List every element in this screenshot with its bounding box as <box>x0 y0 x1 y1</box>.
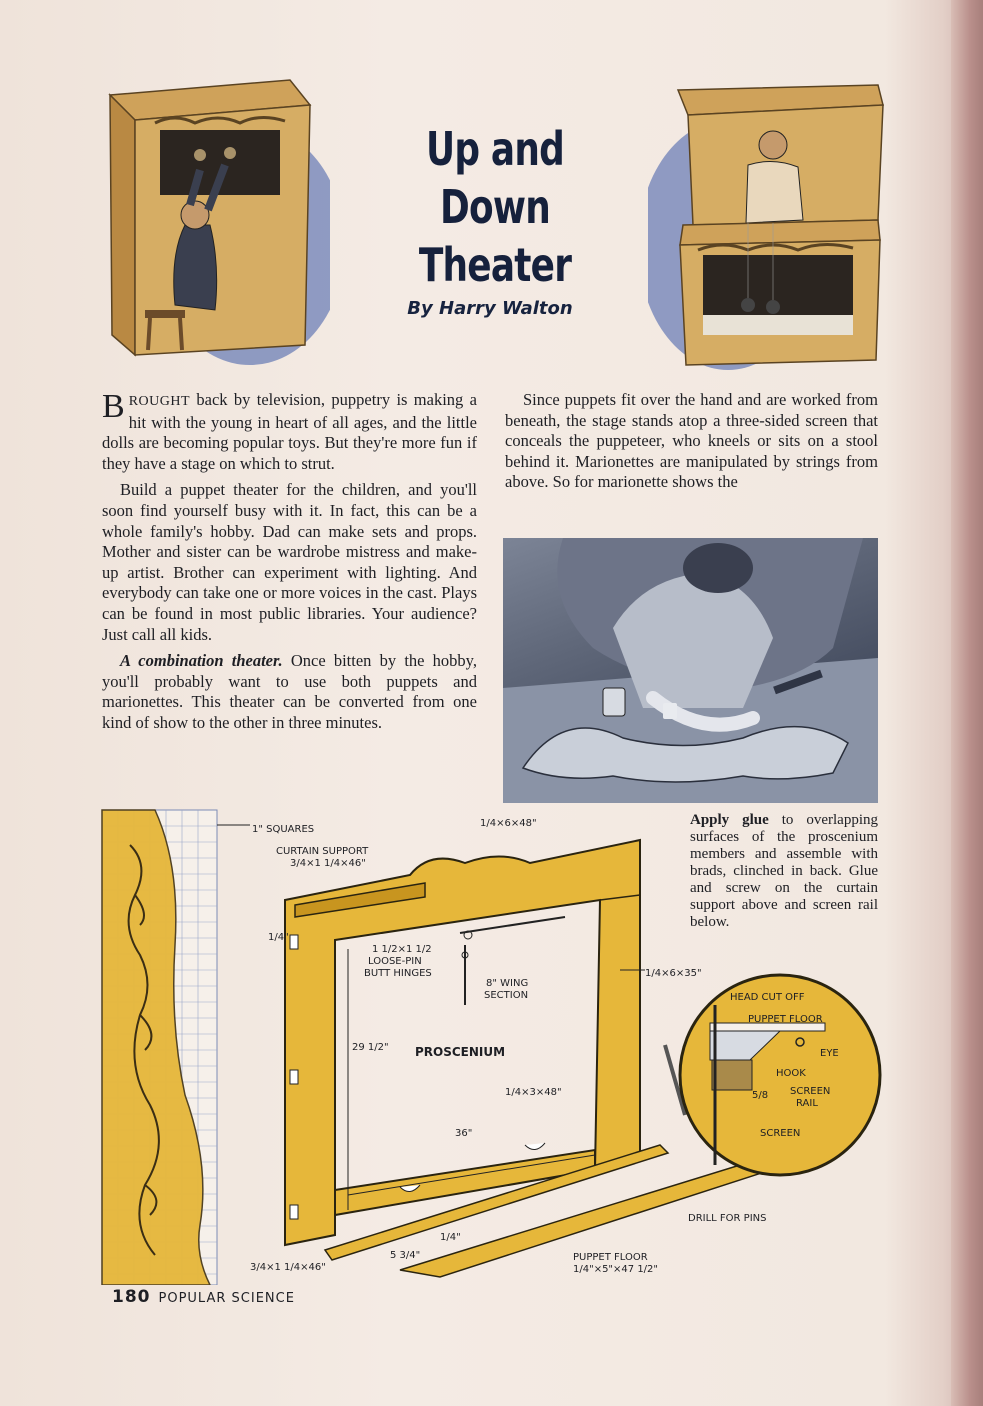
label-wing-section: SECTION <box>484 990 529 1001</box>
label-screen-rail: SCREEN <box>790 1086 831 1097</box>
title-line-2: Theater <box>418 238 572 292</box>
puppet-theater-illustration <box>100 75 330 365</box>
combination-text: Once bitten by the hobby, you'll probably want to use both puppets and marionettes. This theater can be converted from one kind of show to the other in three minutes. <box>102 651 477 732</box>
label-screen: SCREEN <box>760 1128 801 1139</box>
scroll-pattern-grid <box>102 810 217 1285</box>
magazine-name: POPULAR SCIENCE <box>158 1291 295 1306</box>
label-curtain-dims: 3/4×1 1/4×46" <box>290 858 366 869</box>
label-gap2: 1/4" <box>440 1232 461 1243</box>
subhead-combination: A combination theater. <box>120 651 283 671</box>
intro-text: back by television, puppetry is making a hit with the young in heart of all ages, and the little dolls are becoming popular toys. But they're more fun if they have a stage on which to strut. <box>102 390 477 473</box>
label-screen-rail-2: RAIL <box>796 1098 818 1109</box>
label-eye: EYE <box>820 1048 839 1059</box>
marionette-theater-illustration <box>648 75 888 370</box>
label-fraction: 5/8 <box>752 1090 769 1101</box>
label-squares: 1" SQUARES <box>252 824 315 835</box>
label-hook: HOOK <box>776 1068 806 1079</box>
label-rail-dims: 3/4×1 1/4×46" <box>250 1262 326 1273</box>
paragraph-intro <box>102 390 477 474</box>
caption-lead: Apply glue <box>690 812 769 828</box>
label-curtain-support: CURTAIN SUPPORT <box>276 846 369 857</box>
paragraph-puppets: Since puppets fit over the hand and are worked from beneath, the stage stands atop a three-sided screen that conceals the puppeteer, who kneels or sits on a stool behind it. Marionettes are manipulated by strings from above. So for marionette shows the <box>505 390 878 492</box>
label-side-dims: 1/4×6×35" <box>645 968 702 979</box>
body-column-right <box>505 390 878 499</box>
label-hinges-type: LOOSE-PIN <box>368 956 422 967</box>
screen-rail-detail <box>665 975 880 1175</box>
proscenium-frame <box>285 840 640 1245</box>
label-hinges-name: BUTT HINGES <box>364 968 432 979</box>
page-footer <box>112 1287 295 1307</box>
drop-cap: B <box>102 388 125 425</box>
label-proscenium: PROSCENIUM <box>415 1045 506 1059</box>
label-wing: 8" WING <box>486 978 529 989</box>
intro-lead-word: ROUGHT <box>128 394 191 409</box>
photo-scene <box>503 538 878 803</box>
page-spine-shadow <box>951 0 983 1406</box>
label-bottom-dims: 1/4×3×48" <box>505 1087 562 1098</box>
label-drill: DRILL FOR PINS <box>688 1213 767 1224</box>
label-quarter: 1/4" <box>268 932 289 943</box>
page-number: 180 <box>112 1287 151 1307</box>
label-width: 36" <box>455 1128 473 1139</box>
label-puppet-floor: PUPPET FLOOR <box>573 1252 648 1263</box>
byline: By Harry Walton <box>407 298 573 319</box>
label-height: 29 1/2" <box>352 1042 389 1053</box>
label-top-dims: 1/4×6×48" <box>480 818 537 829</box>
label-gap: 5 3/4" <box>390 1250 421 1261</box>
glue-assembly-photo <box>503 538 878 803</box>
paragraph-combination <box>102 651 477 733</box>
label-puppet-floor-dims: 1/4"×5"×47 1/2" <box>573 1264 659 1275</box>
caption-text: to overlapping surfaces of the proscenium members and assemble with brads, clinched in back. Glue and screw on the curtain support above and screen rail below. <box>690 812 878 930</box>
title-line-1: Up and Down <box>425 122 565 234</box>
body-column-left <box>102 390 477 740</box>
article-title <box>390 120 601 294</box>
label-head-cut-off: HEAD CUT OFF <box>730 992 805 1003</box>
paragraph-build: Build a puppet theater for the children, and you'll soon find yourself busy with it. In fact, this can be a whole family's hobby. Dad can make sets and props. Mother and sister can be wardrobe mistress and make-up artist. Brother can experiment with lighting. And everybody can take one or more voices in the cast. Plays can be found in most public libraries. Your audience? Just call all kids. <box>102 480 477 644</box>
label-hinges-size: 1 1/2×1 1/2 <box>372 944 432 955</box>
label-detail-floor: PUPPET FLOOR <box>748 1014 823 1025</box>
